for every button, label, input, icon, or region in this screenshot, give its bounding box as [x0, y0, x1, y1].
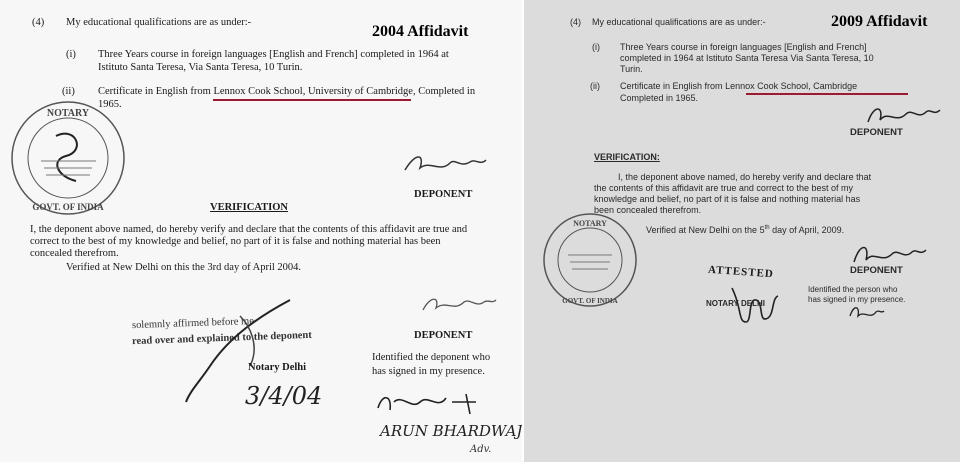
deponent-signature-2 — [418, 290, 498, 316]
handwritten-adv: Adv. — [470, 444, 492, 455]
deponent-label: DEPONENT — [850, 127, 903, 138]
affidavit-2009-panel — [524, 0, 960, 462]
deponent-signature — [862, 100, 942, 128]
highlight-underline — [746, 93, 908, 95]
verification-line-1: I, the deponent above named, do hereby verify and declare that the contents of this affidavit are true and — [30, 224, 468, 235]
qualification-2-line-1 — [620, 81, 857, 92]
qualification-2-line-2: Completed in 1965. — [620, 93, 699, 103]
q2-highlight-school: Lennox Cook School, University of Cambridge — [213, 86, 413, 97]
stamp-top-text: NOTARY — [46, 108, 90, 119]
affidavit-2009-caption: 2009 Affidavit — [831, 13, 928, 30]
qualification-1-line-3: Turin. — [620, 64, 643, 74]
qualification-2-line-1 — [98, 86, 475, 98]
verified-date-line: Verified at New Delhi on this the 3rd day of April 2004. — [66, 262, 302, 273]
identified-line-1: Identified the person who — [808, 285, 898, 294]
advocate-signature — [372, 388, 482, 418]
verification-line-1: I, the deponent above named, do hereby verify and declare that — [618, 172, 872, 182]
highlight-underline — [213, 99, 411, 101]
qualification-2-number: (ii) — [590, 81, 600, 91]
solemnly-affirmed-line-2: read over and explained to the deponent — [131, 329, 312, 348]
stamp-bottom-text: GOVT. OF INDIA — [562, 297, 618, 305]
qualification-1-line-1: Three Years course in foreign languages [English and French] — [620, 42, 867, 52]
stamp-bottom-text: GOVT. OF INDIA — [32, 202, 104, 212]
qualification-1-number: (i) — [592, 42, 600, 52]
verification-line-3: concealed therefrom. — [30, 248, 119, 259]
identifier-initials — [846, 302, 886, 322]
notary-stamp — [6, 96, 126, 221]
qualification-1-line-2: completed in 1964 at Istituto Santa Teresa Via Santa Teresa, 10 — [620, 53, 874, 63]
attested-stamp: ATTESTED — [707, 263, 775, 281]
qualification-1-line-1: Three Years course in foreign languages [English and French] completed in 1964 at — [98, 49, 449, 60]
q2-prefix: Certificate in English from — [98, 86, 211, 97]
deponent-signature-2 — [848, 238, 928, 268]
verified-sup: th — [764, 225, 770, 231]
q2-highlight-school: Lennox Cook School, Cambridge — [725, 81, 858, 91]
verified-post: day of April, 2009. — [769, 225, 845, 235]
verification-line-2: correct to the best of my knowledge and belief, no part of it is false and nothing material has been — [30, 236, 441, 247]
verification-heading: VERIFICATION — [210, 202, 288, 213]
identified-line-2: has signed in my presence. — [372, 366, 485, 377]
item-number: (4) — [570, 17, 581, 27]
stamp-top-text: NOTARY — [573, 219, 607, 228]
deponent-label: DEPONENT — [414, 189, 473, 200]
notary-delhi-label: NOTARY DELHI — [706, 299, 765, 308]
verification-line-2: the contents of this affidavit are true and correct to the best of my — [594, 183, 853, 193]
identified-line-2: has signed in my presence. — [808, 295, 906, 304]
identified-line-1: Identified the deponent who — [372, 352, 491, 363]
deponent-signature — [400, 148, 490, 178]
affidavit-2004-caption: 2004 Affidavit — [372, 23, 469, 40]
handwritten-advocate-name: ARUN BHARDWAJ — [380, 422, 522, 440]
qualification-2-number: (ii) — [62, 86, 75, 97]
notary-signature — [722, 278, 782, 328]
notary-delhi-label: Notary Delhi — [248, 362, 307, 373]
verification-line-4: been concealed therefrom. — [594, 205, 702, 215]
qualification-1-line-2: Istituto Santa Teresa, Via Santa Teresa, 10 Turin. — [98, 62, 303, 73]
deponent-label-2: DEPONENT — [414, 330, 473, 341]
q2-suffix: , Completed in — [412, 86, 476, 97]
qualifications-intro: My educational qualifications are as under:- — [592, 17, 766, 27]
qualifications-intro: My educational qualifications are as under:- — [66, 17, 252, 28]
handwritten-date: 3/4/04 — [245, 382, 323, 410]
item-number: (4) — [32, 17, 45, 28]
q2-prefix: Certificate in English from — [620, 81, 723, 91]
verification-line-3: knowledge and belief, no part of it is false and nothing material has — [594, 194, 861, 204]
verified-date-line — [646, 223, 844, 236]
verification-heading: VERIFICATION: — [594, 152, 660, 162]
deponent-label-2: DEPONENT — [850, 265, 903, 276]
qualification-1-number: (i) — [66, 49, 76, 60]
notary-stamp — [540, 210, 640, 310]
solemnly-affirmed-line-1: solemnly affirmed before me — [131, 315, 255, 332]
verified-pre: Verified at New Delhi on the 5 — [646, 225, 765, 235]
qualification-2-line-2: 1965. — [98, 99, 122, 110]
